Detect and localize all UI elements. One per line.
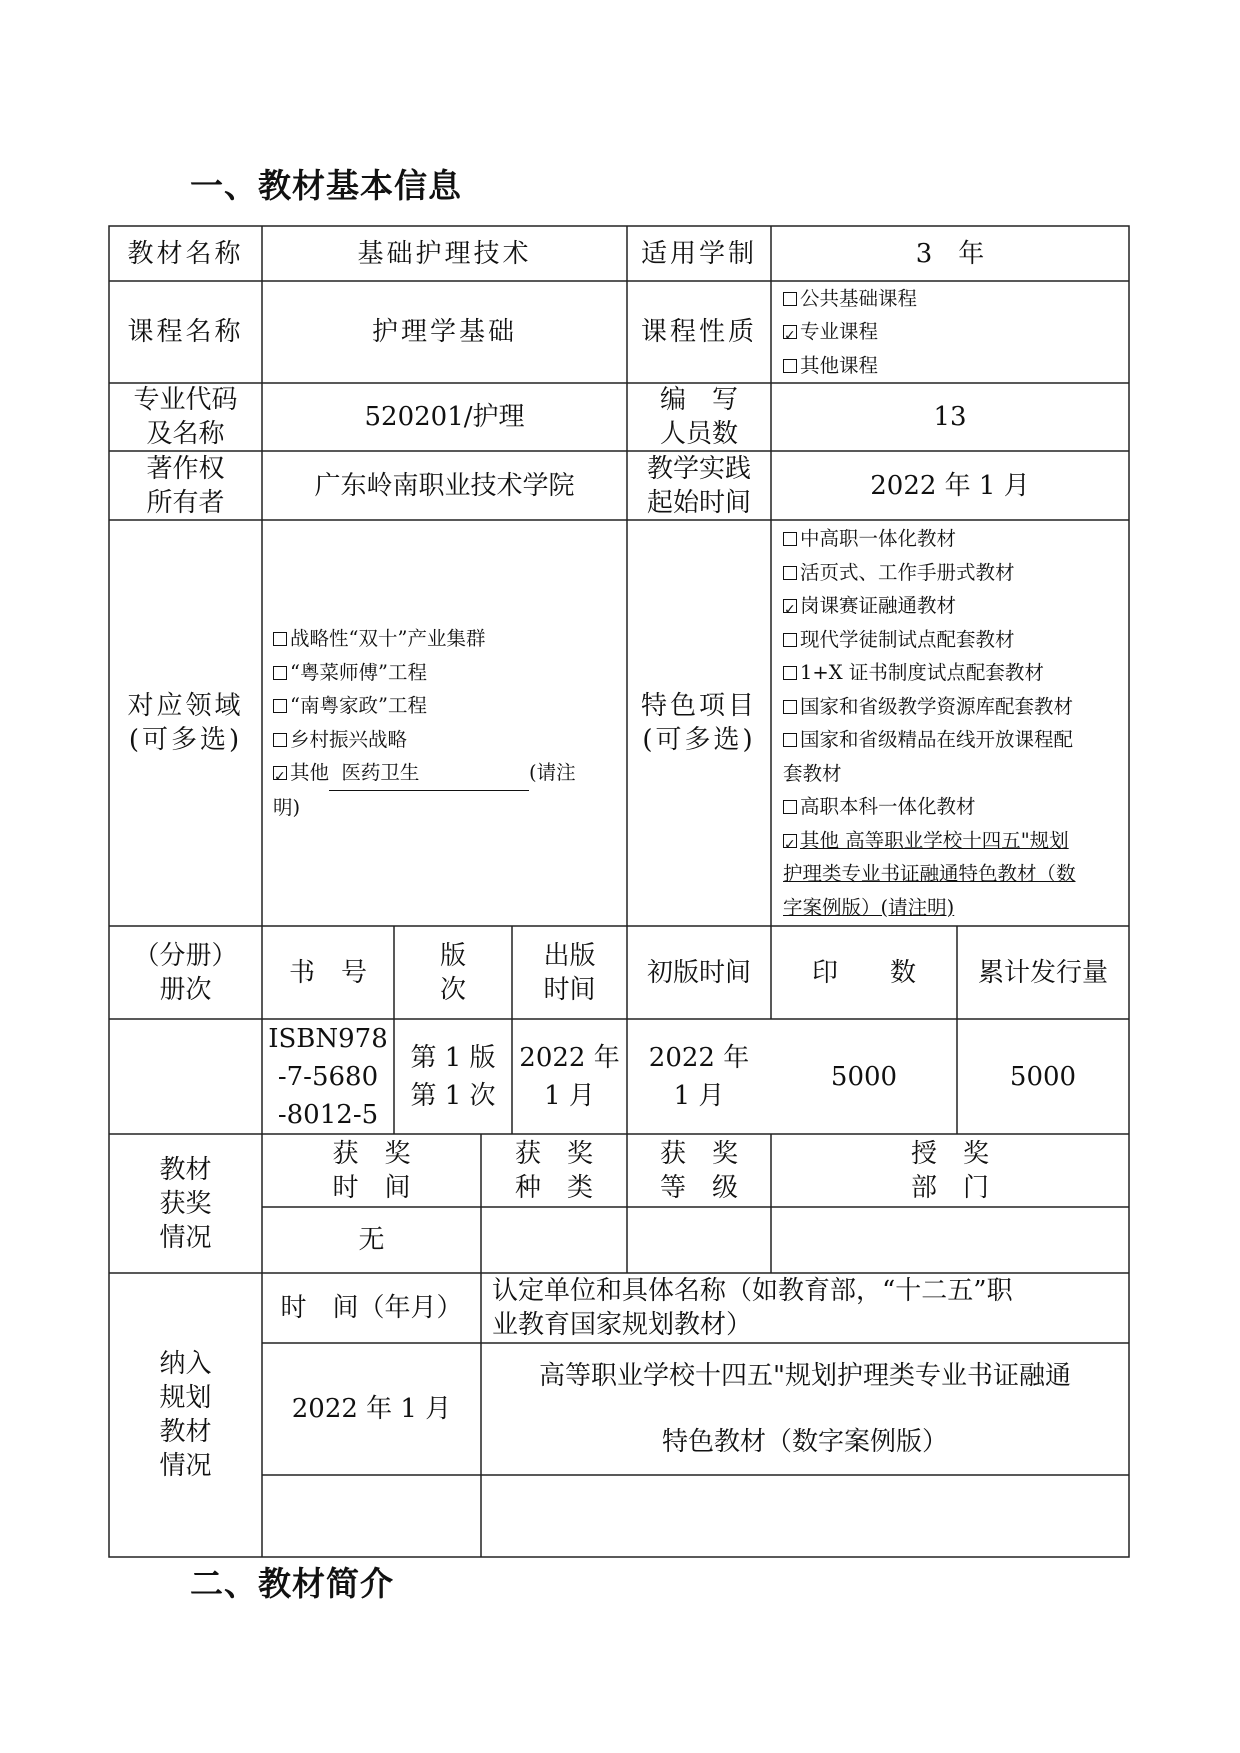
feature-other-value: 其他 高等职业学校十四五"规划 [800, 828, 1069, 852]
option-label: “南粤家政”工程 [290, 694, 427, 717]
label-total-issued: 累计发行量 [977, 957, 1108, 988]
value-planning-time: 2022 年 1 月 [291, 1394, 452, 1424]
value-school-system: 3 年 [915, 238, 985, 269]
value-version [394, 1019, 512, 1134]
feature-option-wrap: 套教材 [783, 761, 842, 785]
label-volume [109, 926, 262, 1019]
label-line: 教材 [159, 1154, 212, 1185]
option-label: 乡村振兴战略 [290, 727, 408, 751]
isbn-line: -7-5680 [277, 1061, 379, 1092]
option-label: 现代学徒制试点配套教材 [800, 627, 1015, 651]
domain-option[interactable] [273, 622, 485, 656]
checkbox-icon[interactable] [273, 699, 287, 713]
value-line: 高等职业学校十四五"规划护理类专业书证融通 [539, 1361, 1071, 1391]
label-line: 编 写 [659, 385, 738, 415]
feature-other-value-line: 护理类专业书证融通特色教材（数 [783, 862, 1076, 885]
feature-options [783, 520, 1127, 926]
value-isbn [262, 1019, 394, 1134]
label-line: 次 [439, 974, 466, 1005]
label-line: 规划 [159, 1383, 212, 1413]
feature-option[interactable] [783, 556, 1015, 590]
checkbox-icon[interactable] [783, 532, 797, 546]
label-line: 教材 [159, 1417, 212, 1447]
label-line: 业教育国家规划教材） [492, 1310, 753, 1340]
value-line: 特色教材（数字案例版） [661, 1427, 948, 1457]
checkbox-icon[interactable] [783, 700, 797, 714]
option-label: 国家和省级精品在线开放课程配 [800, 728, 1074, 751]
value-total-issued: 5000 [1009, 1061, 1077, 1092]
label-line: （分册） [133, 940, 238, 971]
label-line: 部 门 [910, 1172, 989, 1203]
label-textbook-name: 教材名称 [127, 238, 244, 269]
label-line: (可多选) [642, 725, 756, 755]
course-nature-option[interactable] [783, 282, 917, 316]
label-first-edition: 初版时间 [646, 957, 751, 988]
course-nature-option[interactable] [783, 349, 878, 383]
checkbox-icon[interactable] [783, 666, 797, 680]
label-course-name: 课程名称 [127, 317, 244, 347]
label-line: 获 奖 [659, 1138, 738, 1169]
course-nature-option[interactable] [783, 315, 878, 349]
label-school-system: 适用学制 [640, 238, 757, 269]
feature-option[interactable] [783, 690, 1073, 724]
value-course-name: 护理学基础 [371, 317, 517, 347]
option-label: 高职本科一体化教材 [800, 795, 976, 818]
option-note: (请注 [529, 761, 576, 784]
label-line: 所有者 [146, 487, 225, 518]
domain-other-value: 医药卫生 [341, 761, 420, 784]
checkbox-icon[interactable] [783, 733, 797, 747]
checkbox-checked-icon[interactable] [783, 325, 797, 339]
domain-option[interactable] [273, 723, 407, 757]
date-line: 2022 年 [519, 1042, 620, 1073]
date-line: 1 月 [673, 1080, 725, 1111]
option-label: “粤菜师傅”工程 [290, 660, 427, 684]
label-pub-time [512, 926, 627, 1019]
value-first-edition [627, 1019, 771, 1134]
section-heading-basic-info: 一、教材基本信息 [190, 166, 462, 205]
value-copyright-owner: 广东岭南职业技术学院 [314, 470, 575, 501]
label-line: 等 级 [659, 1172, 738, 1203]
label-line: 著作权 [146, 453, 225, 484]
domain-option-note: 明) [273, 795, 301, 819]
label-award-level [627, 1134, 771, 1207]
label-line: 时 间 [332, 1172, 411, 1203]
value-volume [109, 1019, 262, 1134]
value-major: 520201/护理 [364, 402, 525, 432]
label-line: 获 奖 [514, 1138, 593, 1169]
label-line: (可多选) [128, 725, 243, 755]
feature-option[interactable] [783, 522, 956, 556]
label-line: 认定单位和具体名称（如教育部，“十二五”职 [492, 1276, 1013, 1306]
label-line: 及名称 [146, 419, 225, 449]
label-award-dept [771, 1134, 1129, 1207]
domain-other-input[interactable] [329, 756, 529, 791]
label-domain [109, 520, 262, 926]
domain-option-other[interactable] [273, 756, 576, 791]
feature-option[interactable] [783, 589, 956, 623]
feature-option-other[interactable] [783, 824, 1069, 858]
value-print-count: 5000 [830, 1061, 898, 1092]
isbn-line: -8012-5 [277, 1099, 379, 1130]
label-line: 教学实践 [646, 453, 751, 484]
label-copyright [109, 451, 262, 520]
domain-option[interactable] [273, 689, 427, 723]
label-line: 册次 [159, 974, 212, 1005]
label-line: 专业代码 [133, 385, 238, 415]
value-award-time: 无 [358, 1225, 385, 1255]
course-nature-options [783, 281, 1123, 383]
date-line: 1 月 [544, 1080, 595, 1111]
checkbox-checked-icon[interactable] [273, 766, 287, 780]
feature-option[interactable] [783, 723, 1073, 757]
feature-option[interactable] [783, 656, 1044, 690]
label-line: 对应领域 [127, 691, 244, 721]
value-practice-start: 2022 年 1 月 [870, 470, 1030, 501]
value-textbook-name: 基础护理技术 [357, 238, 532, 269]
label-line: 种 类 [514, 1172, 593, 1203]
label-line: 时间 [543, 974, 596, 1005]
label-line: 获奖 [159, 1188, 212, 1219]
option-label: 1+X 证书制度试点配套教材 [800, 661, 1044, 684]
value-planning-unit [481, 1343, 1129, 1475]
checkbox-icon[interactable] [783, 292, 797, 306]
checkbox-checked-icon[interactable] [783, 599, 797, 613]
option-label: 岗课赛证融通教材 [800, 594, 957, 617]
domain-options [273, 520, 623, 926]
version-line: 第 1 次 [410, 1080, 496, 1111]
checkbox-icon[interactable] [273, 733, 287, 747]
feature-option[interactable] [783, 623, 1015, 657]
label-planning-time: 时 间（年月） [280, 1293, 463, 1323]
value-pub-time [512, 1019, 627, 1134]
version-line: 第 1 版 [410, 1042, 496, 1073]
label-course-nature: 课程性质 [640, 317, 757, 347]
feature-option[interactable] [783, 790, 976, 824]
option-label: 战略性“双十”产业集群 [290, 627, 486, 650]
label-authors [627, 383, 771, 451]
label-planning [109, 1273, 262, 1557]
domain-option[interactable] [273, 656, 427, 690]
label-line: 获 奖 [332, 1138, 411, 1169]
feature-other-value-line: 字案例版）(请注明) [783, 895, 955, 919]
option-label: 其他课程 [800, 353, 879, 377]
label-award-time [262, 1134, 481, 1207]
label-line: 人员数 [659, 419, 738, 449]
label-features [627, 520, 771, 926]
checkbox-icon[interactable] [783, 800, 797, 814]
option-label: 公共基础课程 [800, 286, 918, 310]
checkbox-checked-icon[interactable] [783, 834, 797, 848]
label-print-count: 印 数 [811, 957, 916, 988]
option-label: 其他 [290, 761, 330, 784]
option-label: 中高职一体化教材 [800, 527, 957, 550]
label-line: 纳入 [159, 1349, 212, 1379]
checkbox-icon[interactable] [783, 359, 797, 373]
option-label: 专业课程 [800, 320, 879, 344]
checkbox-icon[interactable] [783, 633, 797, 647]
label-line: 授 奖 [910, 1138, 989, 1169]
label-line: 起始时间 [646, 487, 751, 518]
value-authors: 13 [933, 402, 967, 432]
isbn-line: ISBN978 [268, 1023, 388, 1054]
label-practice-start [627, 451, 771, 520]
label-line: 情况 [159, 1222, 212, 1253]
label-book-number: 书 号 [288, 957, 367, 988]
checkbox-icon[interactable] [273, 666, 287, 680]
date-line: 2022 年 [648, 1042, 750, 1073]
label-line: 特色项目 [640, 691, 757, 721]
label-version [394, 926, 512, 1019]
checkbox-icon[interactable] [783, 566, 797, 580]
label-line: 情况 [159, 1451, 212, 1481]
option-label: 活页式、工作手册式教材 [800, 560, 1015, 584]
checkbox-icon[interactable] [273, 632, 287, 646]
label-line: 出版 [543, 940, 596, 971]
label-planning-unit [492, 1273, 1129, 1343]
label-awards [109, 1134, 262, 1273]
label-major [109, 383, 262, 451]
label-award-kind [481, 1134, 627, 1207]
option-label: 国家和省级教学资源库配套教材 [800, 694, 1074, 718]
section-heading-introduction: 二、教材简介 [190, 1564, 394, 1603]
label-line: 版 [439, 940, 466, 971]
